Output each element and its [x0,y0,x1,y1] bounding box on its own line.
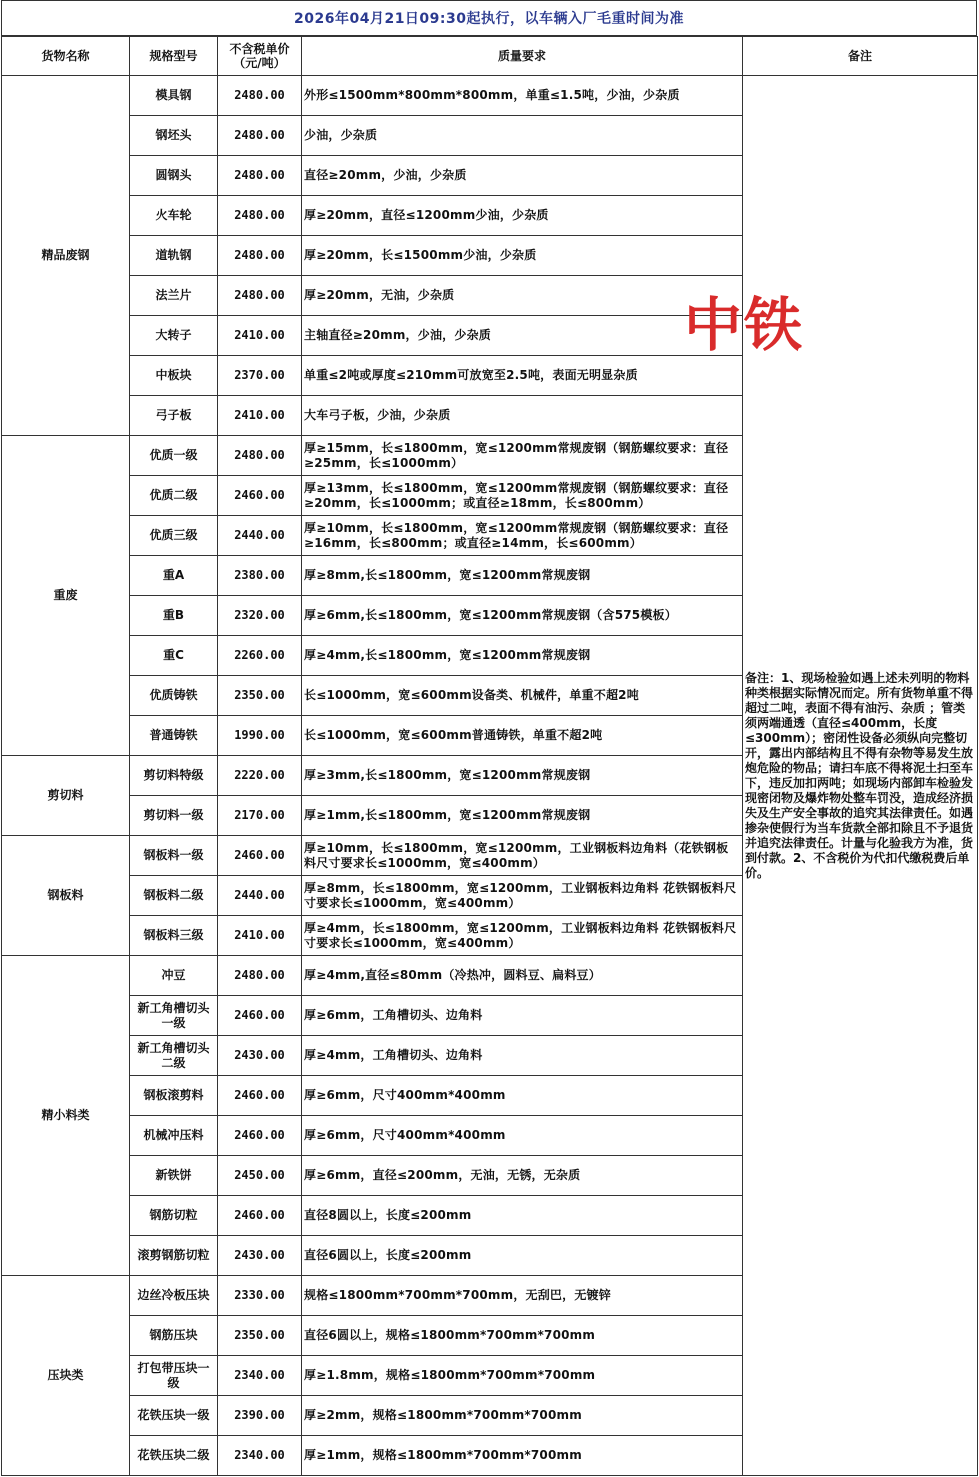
price-cell: 2350.00 [218,1316,302,1356]
quality-cell: 厚≥15mm，长≤1800mm，宽≤1200mm常规废钢（钢筋螺纹要求：直径≥25mm，长≤1000mm） [302,436,743,476]
quality-cell: 长≤1000mm，宽≤600mm设备类、机械件，单重不超2吨 [302,676,743,716]
quality-cell: 单重≤2吨或厚度≤210mm可放宽至2.5吨，表面无明显杂质 [302,356,743,396]
spec-cell: 圆钢头 [130,156,218,196]
table-body [2,76,978,1476]
spec-cell: 法兰片 [130,276,218,316]
spec-cell: 冲豆 [130,956,218,996]
price-cell: 2460.00 [218,1076,302,1116]
quality-cell: 厚≥3mm,长≤1800mm，宽≤1200mm常规废钢 [302,756,743,796]
quality-cell: 直径6圆以上，规格≤1800mm*700mm*700mm [302,1316,743,1356]
quality-cell: 厚≥6mm，尺寸400mm*400mm [302,1116,743,1156]
quality-cell: 厚≥6mm，尺寸400mm*400mm [302,1076,743,1116]
quality-cell: 厚≥6mm，直径≤200mm，无油，无锈，无杂质 [302,1156,743,1196]
price-cell: 2460.00 [218,836,302,876]
price-cell: 2370.00 [218,356,302,396]
spec-cell: 普通铸铁 [130,716,218,756]
header-price: 不含税单价（元/吨） [218,37,302,76]
price-cell: 2450.00 [218,1156,302,1196]
quality-cell: 主轴直径≥20mm，少油，少杂质 [302,316,743,356]
remark-cell: 备注：1、现场检验如遇上述未列明的物料种类根据实际情况而定。所有货物单重不得超过二吨，表面不得有油污、杂质 ；管类须两端通透（直径≤400mm，长度≤300mm）；密闭性设备必须纵向完整切开，露出内部结构且不得有杂物等易发生放炮危险的物品；请扫车底不得将泥土扫至车下，违反加扣两吨；如现场内部卸车检验发现密闭物及爆炸物处整车罚没，造成经济损失及生产安全事故的追究其法律责任。如遇掺杂使假行为当车货款全部扣除且不予退货并追究法律责任。计量与化验我方为准，货到付款。2、不含税价为代扣代缴税费后单价。 [743,76,978,1476]
price-cell: 2320.00 [218,596,302,636]
spec-cell: 边丝冷板压块 [130,1276,218,1316]
quality-cell: 直径≥20mm，少油，少杂质 [302,156,743,196]
quality-cell: 厚≥4mm,直径≤80mm（冷热冲，圆料豆、扁料豆） [302,956,743,996]
category-cell: 精品废钢 [2,76,130,436]
quality-cell: 厚≥20mm，无油，少杂质 [302,276,743,316]
price-table [1,36,978,1476]
header-goods-name: 货物名称 [2,37,130,76]
price-cell: 2340.00 [218,1436,302,1476]
quality-cell: 厚≥6mm,长≤1800mm，宽≤1200mm常规废钢（含575模板） [302,596,743,636]
price-cell: 2390.00 [218,1396,302,1436]
quality-cell: 直径6圆以上，长度≤200mm [302,1236,743,1276]
price-cell: 2380.00 [218,556,302,596]
spec-cell: 机械冲压料 [130,1116,218,1156]
category-cell: 剪切料 [2,756,130,836]
quality-cell: 直径8圆以上，长度≤200mm [302,1196,743,1236]
spec-cell: 优质三级 [130,516,218,556]
header-spec: 规格型号 [130,37,218,76]
category-cell: 钢板料 [2,836,130,956]
spec-cell: 重B [130,596,218,636]
price-cell: 2460.00 [218,1116,302,1156]
spec-cell: 剪切料一级 [130,796,218,836]
header-remark: 备注 [743,37,978,76]
spec-cell: 钢板料一级 [130,836,218,876]
spec-cell: 钢坯头 [130,116,218,156]
price-cell: 2220.00 [218,756,302,796]
spec-cell: 中板块 [130,356,218,396]
quality-cell: 厚≥13mm，长≤1800mm，宽≤1200mm常规废钢（钢筋螺纹要求：直径≥20mm，长≤1000mm；或直径≥18mm，长≤800mm） [302,476,743,516]
spec-cell: 钢板滚剪料 [130,1076,218,1116]
quality-cell: 少油，少杂质 [302,116,743,156]
spec-cell: 滚剪钢筋切粒 [130,1236,218,1276]
price-cell: 2330.00 [218,1276,302,1316]
table-row [2,76,978,116]
price-cell: 2440.00 [218,876,302,916]
spec-cell: 新铁饼 [130,1156,218,1196]
quality-cell: 厚≥4mm，长≤1800mm，宽≤1200mm，工业钢板料边角料 花铁钢板料尺寸要求长≤1000mm，宽≤400mm） [302,916,743,956]
quality-cell: 厚≥8mm,长≤1800mm，宽≤1200mm常规废钢 [302,556,743,596]
price-cell: 2480.00 [218,116,302,156]
table-header-row [2,37,978,76]
price-cell: 2440.00 [218,516,302,556]
quality-cell: 厚≥8mm，长≤1800mm，宽≤1200mm，工业钢板料边角料 花铁钢板料尺寸要求长≤1000mm，宽≤400mm） [302,876,743,916]
price-cell: 2170.00 [218,796,302,836]
category-cell: 重废 [2,436,130,756]
quality-cell: 厚≥6mm，工角槽切头、边角料 [302,996,743,1036]
quality-cell: 厚≥10mm，长≤1800mm，宽≤1200mm，工业钢板料边角料（花铁钢板料尺寸要求长≤1000mm，宽≤400mm） [302,836,743,876]
category-cell: 精小料类 [2,956,130,1276]
spec-cell: 火车轮 [130,196,218,236]
price-cell: 2480.00 [218,956,302,996]
quality-cell: 厚≥4mm,长≤1800mm，宽≤1200mm常规废钢 [302,636,743,676]
quality-cell: 大车弓子板，少油，少杂质 [302,396,743,436]
spec-cell: 打包带压块一级 [130,1356,218,1396]
quality-cell: 厚≥1.8mm，规格≤1800mm*700mm*700mm [302,1356,743,1396]
quality-cell: 厚≥10mm，长≤1800mm，宽≤1200mm常规废钢（钢筋螺纹要求：直径≥16mm，长≤800mm；或直径≥14mm，长≤600mm） [302,516,743,556]
spec-cell: 重A [130,556,218,596]
spec-cell: 弓子板 [130,396,218,436]
price-cell: 2480.00 [218,196,302,236]
quality-cell: 厚≥1mm，规格≤1800mm*700mm*700mm [302,1436,743,1476]
price-cell: 2480.00 [218,236,302,276]
quality-cell: 厚≥20mm，长≤1500mm少油，少杂质 [302,236,743,276]
quality-cell: 外形≤1500mm*800mm*800mm，单重≤1.5吨，少油，少杂质 [302,76,743,116]
quality-cell: 厚≥4mm，工角槽切头、边角料 [302,1036,743,1076]
spec-cell: 新工角槽切头一级 [130,996,218,1036]
price-cell: 2340.00 [218,1356,302,1396]
price-sheet [1,0,977,1477]
price-cell: 2260.00 [218,636,302,676]
spec-cell: 钢筋切粒 [130,1196,218,1236]
spec-cell: 模具钢 [130,76,218,116]
spec-cell: 优质一级 [130,436,218,476]
spec-cell: 新工角槽切头二级 [130,1036,218,1076]
price-cell: 2480.00 [218,436,302,476]
quality-cell: 厚≥20mm，直径≤1200mm少油，少杂质 [302,196,743,236]
spec-cell: 钢板料二级 [130,876,218,916]
spec-cell: 花铁压块二级 [130,1436,218,1476]
quality-cell: 厚≥1mm,长≤1800mm，宽≤1200mm常规废钢 [302,796,743,836]
price-cell: 2410.00 [218,316,302,356]
category-cell: 压块类 [2,1276,130,1476]
price-cell: 2460.00 [218,1196,302,1236]
header-quality: 质量要求 [302,37,743,76]
price-cell: 2410.00 [218,396,302,436]
watermark-stamp: 中铁 [684,291,805,359]
sheet-title: 2026年04月21日09:30起执行，以车辆入厂毛重时间为准 [1,0,977,36]
spec-cell: 优质铸铁 [130,676,218,716]
spec-cell: 大转子 [130,316,218,356]
spec-cell: 钢筋压块 [130,1316,218,1356]
price-cell: 2460.00 [218,996,302,1036]
price-cell: 2410.00 [218,916,302,956]
price-cell: 2430.00 [218,1036,302,1076]
spec-cell: 钢板料三级 [130,916,218,956]
price-cell: 2350.00 [218,676,302,716]
spec-cell: 剪切料特级 [130,756,218,796]
price-cell: 2480.00 [218,76,302,116]
spec-cell: 花铁压块一级 [130,1396,218,1436]
price-cell: 1990.00 [218,716,302,756]
price-cell: 2430.00 [218,1236,302,1276]
spec-cell: 道轨钢 [130,236,218,276]
price-cell: 2460.00 [218,476,302,516]
quality-cell: 规格≤1800mm*700mm*700mm，无刮巴，无镀锌 [302,1276,743,1316]
spec-cell: 重C [130,636,218,676]
quality-cell: 厚≥2mm，规格≤1800mm*700mm*700mm [302,1396,743,1436]
quality-cell: 长≤1000mm，宽≤600mm普通铸铁，单重不超2吨 [302,716,743,756]
price-cell: 2480.00 [218,156,302,196]
price-cell: 2480.00 [218,276,302,316]
spec-cell: 优质二级 [130,476,218,516]
